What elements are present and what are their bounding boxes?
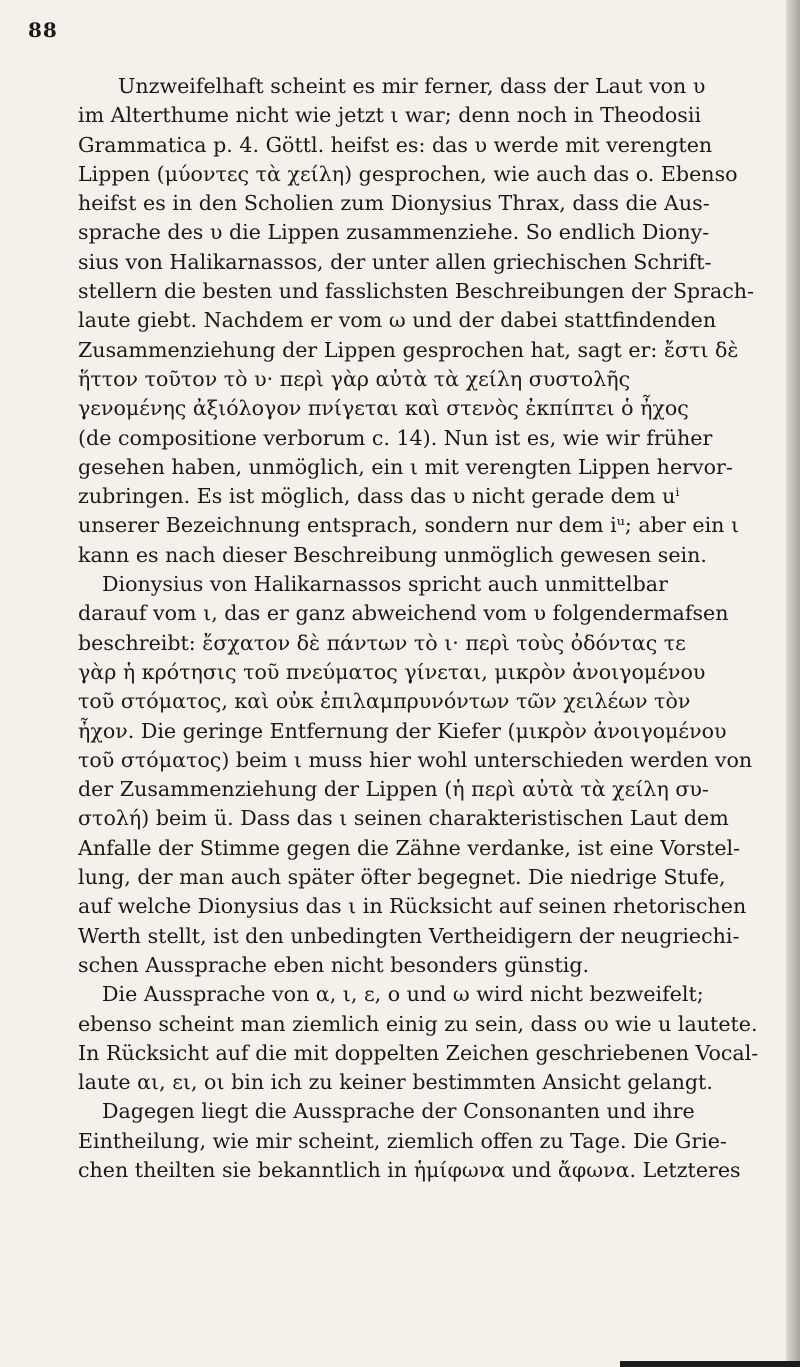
text-line: gesehen haben, unmöglich, ein ι mit verengten Lippen hervor- xyxy=(78,454,733,479)
text-line: ἥττον τοῦτον τὸ υ· περὶ γὰρ αὐτὰ τὰ χείλη συστολῆς xyxy=(78,366,631,391)
text-line: Unzweifelhaft scheint es mir ferner, dass der Laut von υ xyxy=(118,74,706,98)
text-line: zubringen. Es ist möglich, dass das υ nicht gerade dem uⁱ xyxy=(78,484,680,509)
text-line: stellern die besten und fasslichsten Beschreibungen der Sprach- xyxy=(78,279,754,304)
text-line: laute giebt. Nachdem er vom ω und der dabei stattfindenden xyxy=(78,308,717,333)
text-line: Zusammenziehung der Lippen gesprochen hat, sagt er: ἔστι δὲ xyxy=(78,337,739,362)
text-line: Eintheilung, wie mir scheint, ziemlich offen zu Tage. Die Grie- xyxy=(78,1128,727,1153)
text-line: kann es nach dieser Beschreibung unmöglich gewesen sein. xyxy=(78,542,707,567)
body-text xyxy=(78,72,778,1185)
text-line: im Alterthume nicht wie jetzt ι war; denn noch in Theodosii xyxy=(78,103,702,128)
text-line: Werth stellt, ist den unbedingten Vertheidigern der neugriechi- xyxy=(78,923,740,948)
page-number: 88 xyxy=(28,18,58,42)
text-line: unserer Bezeichnung entsprach, sondern nur dem iᵘ; aber ein ι xyxy=(78,513,740,538)
bottom-edge-bar xyxy=(620,1361,800,1367)
text-line: (de compositione verborum c. 14). Nun ist es, wie wir früher xyxy=(78,425,713,450)
text-line: Dagegen liegt die Aussprache der Consonanten und ihre xyxy=(102,1099,695,1124)
text-line: heifst es in den Scholien zum Dionysius Thrax, dass die Aus- xyxy=(78,191,710,216)
text-line: ἦχον. Die geringe Entfernung der Kiefer (μικρὸν ἀνοιγομένου xyxy=(78,718,727,743)
text-line: τοῦ στόματος, καὶ οὐκ ἐπιλαμπρυνόντων τῶν χειλέων τὸν xyxy=(78,689,691,714)
text-line: γενομένης ἀξιόλογον πνίγεται καὶ στενὸς ἐκπίπτει ὁ ἦχος xyxy=(78,396,689,421)
text-line: ebenso scheint man ziemlich einig zu sein, dass ου wie u lautete. xyxy=(78,1011,758,1036)
text-line: Die Aussprache von α, ι, ε, o und ω wird nicht bezweifelt; xyxy=(102,982,704,1007)
text-line: γὰρ ἡ κρότησις τοῦ πνεύματος γίνεται, μικρὸν ἀνοιγομένου xyxy=(78,659,706,684)
text-line: der Zusammenziehung der Lippen (ἡ περὶ αὐτὰ τὰ χείλη συ- xyxy=(78,777,709,802)
text-line: laute αι, ει, οι bin ich zu keiner bestimmten Ansicht gelangt. xyxy=(78,1070,713,1095)
text-line: sius von Halikarnassos, der unter allen griechischen Schrift- xyxy=(78,249,712,274)
text-line: chen theilten sie bekanntlich in ἡμίφωνα und ἄφωνα. Letzteres xyxy=(78,1157,741,1182)
text-line: lung, der man auch später öfter begegnet. Die niedrige Stufe, xyxy=(78,865,726,890)
page-edge-shadow xyxy=(786,0,800,1367)
text-line: Dionysius von Halikarnassos spricht auch unmittelbar xyxy=(102,572,668,597)
text-line: darauf vom ι, das er ganz abweichend vom υ folgendermafsen xyxy=(78,601,729,626)
text-line: sprache des υ die Lippen zusammenziehe. So endlich Diony- xyxy=(78,220,710,245)
text-line: Lippen (μύοντες τὰ χείλη) gesprochen, wie auch das o. Ebenso xyxy=(78,161,738,186)
text-line: schen Aussprache eben nicht besonders günstig. xyxy=(78,952,590,977)
text-line: beschreibt: ἔσχατον δὲ πάντων τὸ ι· περὶ τοὺς ὀδόντας τε xyxy=(78,630,686,655)
text-line: In Rücksicht auf die mit doppelten Zeichen geschriebenen Vocal- xyxy=(78,1040,759,1065)
text-line: Grammatica p. 4. Göttl. heifst es: das υ werde mit verengten xyxy=(78,132,713,157)
text-line: Anfalle der Stimme gegen die Zähne verdanke, ist eine Vorstel- xyxy=(78,835,741,860)
text-line: τοῦ στόματος) beim ι muss hier wohl unterschieden werden von xyxy=(78,747,753,772)
text-line: auf welche Dionysius das ι in Rücksicht auf seinen rhetorischen xyxy=(78,894,747,919)
text-line: στολή) beim ü. Dass das ι seinen charakteristischen Laut dem xyxy=(78,806,729,831)
